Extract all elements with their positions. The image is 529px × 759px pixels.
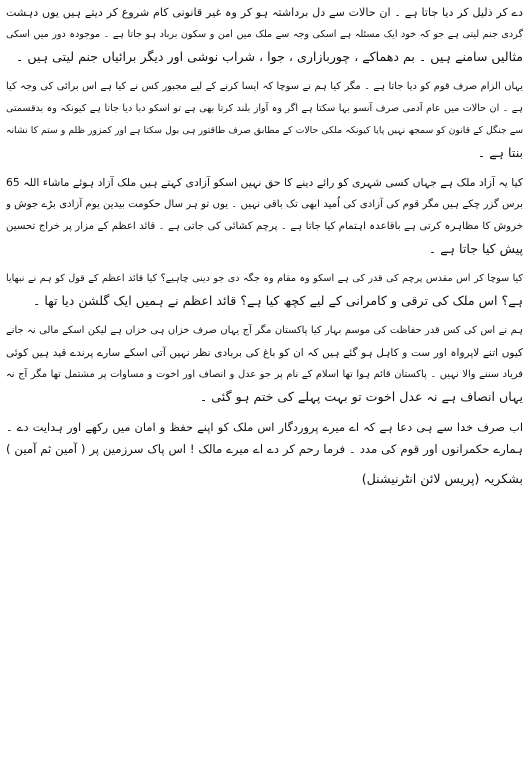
text-line: اب صرف خدا سے ہی دعا ہے کہ اے میرے پروردگار اس ملک کو اپنے حفظ و امان میں رکھے اور ہدایت دے ۔ [6, 420, 523, 434]
text-line: کیوں اتنے لاپرواہ اور ست و کاہل ہو گئے ہیں کہ ان کو باغ کی بربادی نظر نہیں آتی اسکے سارے پرندے قید ہیں کوئی [6, 347, 523, 359]
text-line: برس گزر چکے ہیں مگر قوم کی آزادی کی اُمید ابھی تک باقی نہیں ۔ یوں تو ہر سال حکومت بیدین یوم آزادی بڑے جوش و [6, 199, 523, 210]
paragraph-blame [6, 76, 523, 164]
text-line: گردی جنم لیتی ہے جو کہ خود ایک مسئلہ ہے اسکی وجہ سے ملک میں امن و سکون برباد ہو جاتا ہے ۔ موجودہ دور میں اسکی [6, 29, 523, 40]
text-line: ہے؟ اس ملک کی ترقی و کامرانی کے لیے کچھ کیا ہے؟ قائد اعظم نے ہمیں ایک گلشن دیا تھا ۔ [32, 293, 523, 308]
text-line: کیا یہ آزاد ملک ہے جہاں کسی شہری کو رائے دینے کا حق نہیں اسکو آزادی کہتے ہیں ملک آزاد ہوئے ماشاء اللہ 65 [6, 176, 523, 189]
text-line: مثالیں سامنے ہیں ۔ بم دھماکے ، چوربازاری ، جوا ، شراب نوشی اور دیگر برائیاں جنم لیتی ہیں ۔ [16, 49, 523, 64]
text-line: ہمارے حکمرانوں اور قوم کی مدد ۔ فرما رحم کر دے اے میرے مالک ! اس پاک سرزمین پر ( آمین ثم آمین ) [6, 442, 523, 456]
text-line: یہاں الزام صرف قوم کو دیا جاتا ہے ۔ مگر کیا ہم نے سوچا کہ ایسا کرنے کے لیے مجبور کس نے کیا ہے اس برائی کی وجہ کیا [6, 81, 523, 92]
text-line: بنتا ہے ۔ [477, 145, 523, 160]
text-line: دے کر ذلیل کر دیا جاتا ہے ۔ ان حالات سے دل برداشتہ ہو کر وہ غیر قانونی کام شروع کر دیتے ہیں یوں دہشت [6, 6, 523, 19]
credit-line: بشکریہ (پریس لائن انٹرنیشنل) [361, 471, 523, 486]
paragraph-terrorism [6, 2, 523, 68]
paragraph-prayer [6, 416, 523, 460]
text-line: ہم نے اس کی کس قدر حفاظت کی موسم بہار کیا پاکستان مگر آج یہاں صرف خزاں ہی خزاں ہے لیکن اسکے مالی نہ جانے [6, 325, 523, 336]
text-line: خروش کا مظاہرہ کرتی ہے باقاعدہ اہتمام کیا جاتا ہے ۔ پرچم کشائی کی جاتی ہے ۔ قائد اعظم کے مزار پر خراج تحسین [6, 221, 523, 232]
paragraph-freedom [6, 172, 523, 260]
text-line: پیش کیا جاتا ہے ۔ [428, 241, 523, 256]
paragraph-garden [6, 320, 523, 408]
text-line: یہاں انصاف ہے نہ عدل اخوت تو بہت پہلے کی ختم ہو گئی ۔ [199, 389, 523, 404]
text-line: فریاد سننے والا نہیں ۔ پاکستان قائم ہوا تھا اسلام کے نام پر جو عدل و انصاف اور اخوت و مساوات پر مشتمل تھا مگر آج نہ [6, 369, 523, 380]
text-line: سے جنگل کے قانون کو سمجھ نہیں پایا کیونکہ ملکی حالات کے مطابق صرف طاقتور ہی بول سکتا ہے اور کمزور ظلم و ستم کا نشانہ [6, 125, 523, 136]
text-line: ہے ۔ ان حالات میں عام آدمی صرف آنسو بہا سکتا ہے اگر وہ آواز بلند کرتا بھی ہے تو اسکو دبا دیا جاتا ہے کیونکہ وہ بدقسمتی [6, 103, 523, 114]
text-line: کیا سوچا کر اس مقدس پرچم کی قدر کی ہے اسکو وہ مقام وہ جگہ دی جو دینی چاہیے؟ کیا قائد اعظم کے قول کو ہم نے نبھایا [6, 273, 523, 284]
source-credit [6, 468, 523, 490]
paragraph-flag [6, 268, 523, 312]
